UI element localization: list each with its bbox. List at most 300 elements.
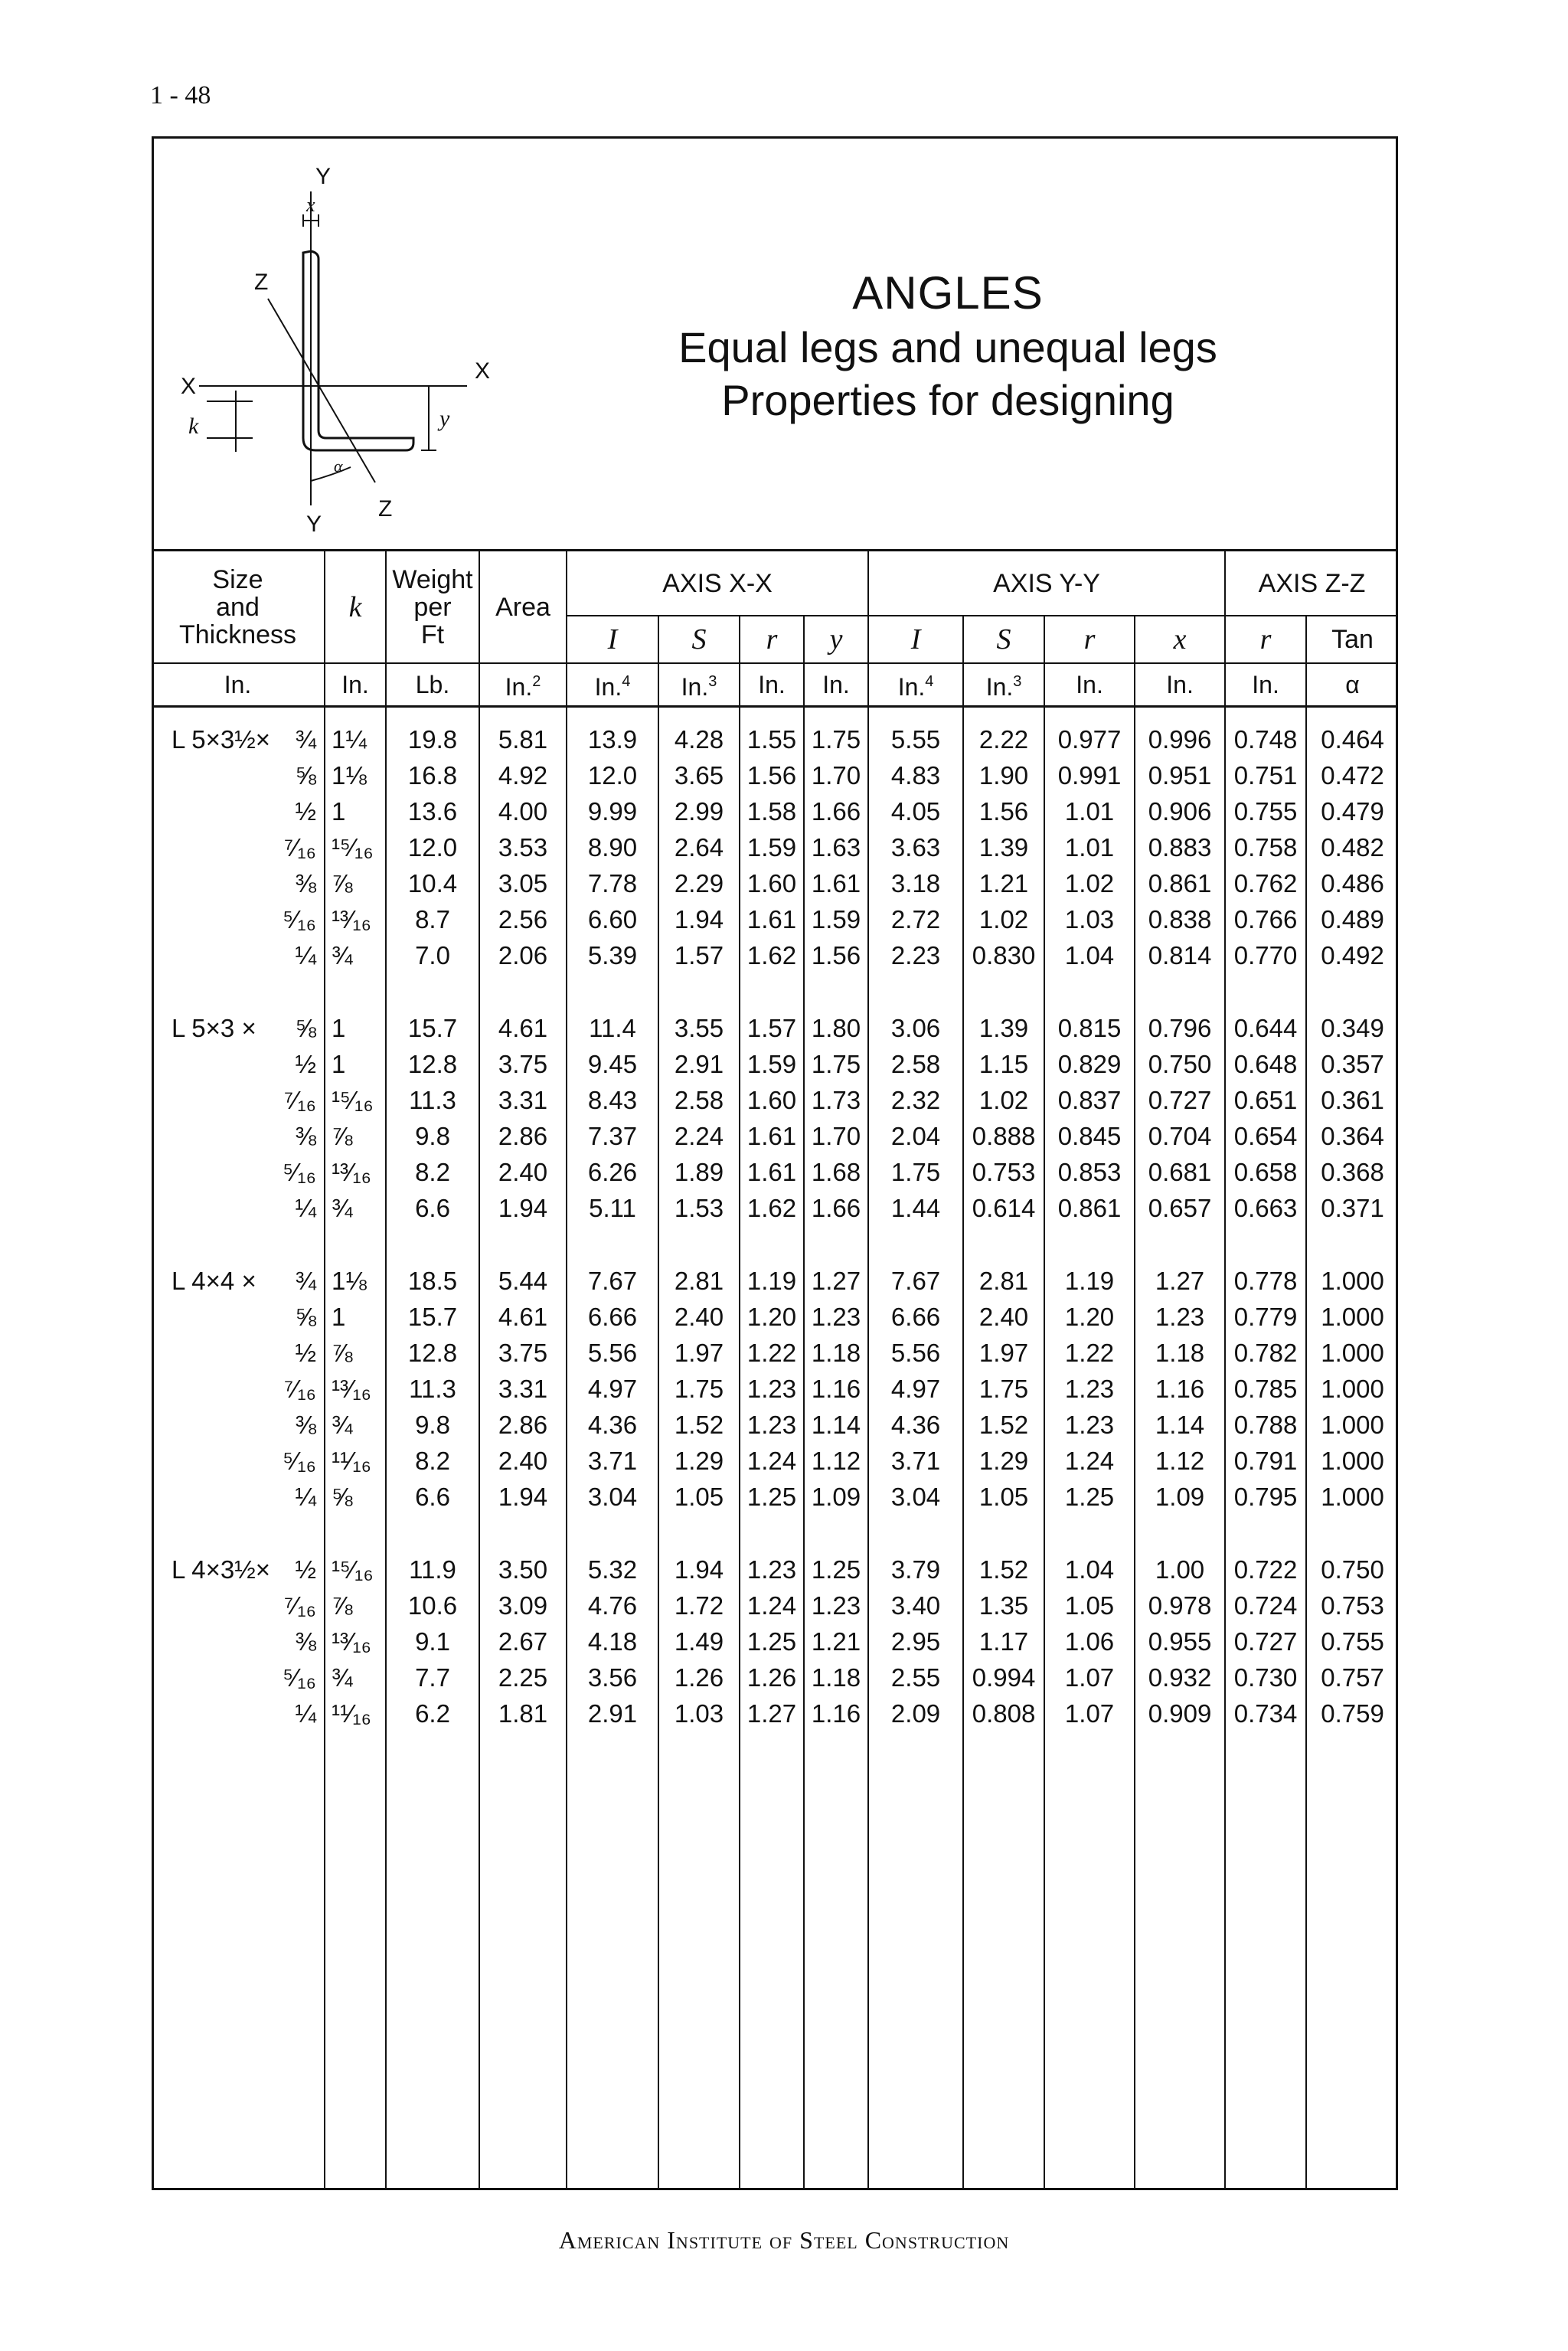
unit-k: In. — [325, 663, 386, 706]
cell-zz-r: 0.770 — [1225, 937, 1306, 973]
cell-k: 1¼ — [325, 721, 386, 757]
cell-xx-y: 1.80 — [804, 1010, 868, 1046]
header-xx-i: I — [567, 616, 658, 663]
cell-area: 1.94 — [479, 1479, 567, 1515]
label-x-small: x — [306, 194, 315, 216]
cell-tan-alpha: 1.000 — [1321, 1483, 1384, 1511]
table-row — [152, 1263, 1398, 1299]
cell-tan-alpha: 0.750 — [1321, 1555, 1384, 1584]
cell-xx-r: 1.60 — [740, 865, 804, 901]
cell-xx-y: 1.66 — [804, 1190, 868, 1226]
label-k: k — [188, 414, 199, 439]
cell-xx-s: 1.53 — [658, 1190, 740, 1226]
cell-k: ¹⁵⁄₁₆ — [325, 829, 386, 865]
cell-tan-alpha: 0.368 — [1321, 1158, 1384, 1186]
thickness-label: ¼ — [295, 1699, 316, 1728]
thickness-label: ⅜ — [295, 1122, 316, 1150]
cell-area: 2.40 — [479, 1154, 567, 1190]
cell-area: 2.86 — [479, 1407, 567, 1443]
cell-tan-alpha: 1.000 — [1321, 1375, 1384, 1403]
cell-zz-r: 0.663 — [1225, 1190, 1306, 1226]
cell-k: ¹⁵⁄₁₆ — [325, 1552, 386, 1587]
cell-size-thickness — [152, 721, 325, 757]
thickness-label: ⅜ — [295, 1411, 316, 1439]
cell-weight: 15.7 — [386, 1010, 479, 1046]
cell-xx-r: 1.55 — [740, 721, 804, 757]
cell-zz-r: 0.730 — [1225, 1659, 1306, 1695]
cell-xx-r: 1.61 — [740, 1154, 804, 1190]
cell-yy-i: 2.09 — [868, 1695, 963, 1731]
cell-tan-alpha: 1.000 — [1321, 1339, 1384, 1367]
thickness-label: ⅝ — [295, 761, 316, 790]
label-z-bottom: Z — [378, 496, 393, 522]
cell-tan-alpha: 0.759 — [1321, 1699, 1384, 1728]
cell-xx-y: 1.16 — [804, 1371, 868, 1407]
cell-tan-alpha: 1.000 — [1321, 1411, 1384, 1439]
cell-tan-alpha: 0.479 — [1321, 797, 1384, 826]
cell-weight: 9.8 — [386, 1118, 479, 1154]
cell-weight: 11.9 — [386, 1552, 479, 1587]
cell-xx-y: 1.59 — [804, 901, 868, 937]
cell-yy-r: 1.07 — [1044, 1659, 1135, 1695]
cell-weight: 8.7 — [386, 901, 479, 937]
cell-size-thickness — [152, 1407, 325, 1443]
cell-xx-i: 4.18 — [567, 1623, 658, 1659]
cell-yy-r: 1.04 — [1044, 1552, 1135, 1587]
cell-size-thickness — [152, 1443, 325, 1479]
cell-k: ¾ — [325, 1190, 386, 1226]
cell-xx-i: 4.36 — [567, 1407, 658, 1443]
table-row — [152, 901, 1398, 937]
cell-area: 3.31 — [479, 1371, 567, 1407]
cell-xx-s: 1.94 — [658, 901, 740, 937]
cell-yy-r: 0.815 — [1044, 1010, 1135, 1046]
header-yy-x: x — [1135, 616, 1225, 663]
cell-yy-r: 1.01 — [1044, 829, 1135, 865]
table-row — [152, 1659, 1398, 1695]
cell-zz-r: 0.724 — [1225, 1587, 1306, 1623]
table-row — [152, 1479, 1398, 1515]
cell-weight: 10.6 — [386, 1587, 479, 1623]
cell-area: 2.06 — [479, 937, 567, 973]
cell-xx-s: 1.89 — [658, 1154, 740, 1190]
cell-yy-i: 2.23 — [868, 937, 963, 973]
cell-area: 4.92 — [479, 757, 567, 793]
cell-yy-x: 0.750 — [1135, 1046, 1225, 1082]
cell-tan-alpha: 0.464 — [1321, 725, 1384, 754]
cell-yy-x: 0.883 — [1135, 829, 1225, 865]
cell-k: ¹¹⁄₁₆ — [325, 1695, 386, 1731]
angle-size-label: L 5×3½× — [172, 725, 271, 754]
cell-yy-r: 0.991 — [1044, 757, 1135, 793]
cell-yy-x: 0.906 — [1135, 793, 1225, 829]
thickness-label: ¾ — [295, 1267, 316, 1295]
cell-xx-s: 2.91 — [658, 1046, 740, 1082]
group-spacer — [152, 973, 1398, 1010]
cell-xx-r: 1.57 — [740, 1010, 804, 1046]
angle-group — [152, 1552, 1398, 1731]
cell-k: ¹¹⁄₁₆ — [325, 1443, 386, 1479]
cell-xx-y: 1.21 — [804, 1623, 868, 1659]
cell-yy-s: 2.81 — [963, 1263, 1044, 1299]
cell-yy-i: 2.95 — [868, 1623, 963, 1659]
table-filler — [152, 1731, 1398, 2188]
cell-yy-s: 2.40 — [963, 1299, 1044, 1335]
thickness-label: ⁵⁄₁₆ — [283, 1447, 316, 1475]
cell-weight: 11.3 — [386, 1082, 479, 1118]
cell-size-thickness — [152, 829, 325, 865]
cell-yy-s: 1.39 — [963, 1010, 1044, 1046]
cell-yy-s: 1.02 — [963, 901, 1044, 937]
cell-tan-alpha: 0.489 — [1321, 905, 1384, 934]
cell-yy-x: 1.23 — [1135, 1299, 1225, 1335]
cell-weight: 16.8 — [386, 757, 479, 793]
cell-size-thickness — [152, 793, 325, 829]
cell-k: ¾ — [325, 937, 386, 973]
cell-area: 1.81 — [479, 1695, 567, 1731]
table-row — [152, 1046, 1398, 1082]
header-axis-zz: AXIS Z-Z — [1258, 568, 1366, 598]
cell-area: 3.53 — [479, 829, 567, 865]
cell-size-thickness — [152, 757, 325, 793]
cell-weight: 8.2 — [386, 1154, 479, 1190]
cell-yy-s: 1.75 — [963, 1371, 1044, 1407]
cell-tan-alpha: 0.357 — [1321, 1050, 1384, 1078]
cell-k: ¹³⁄₁₆ — [325, 1371, 386, 1407]
label-y-top: Y — [315, 164, 332, 189]
angle-size-label: L 4×3½× — [172, 1555, 271, 1584]
cell-zz-r: 0.779 — [1225, 1299, 1306, 1335]
cell-area: 2.86 — [479, 1118, 567, 1154]
cell-yy-x: 1.27 — [1135, 1263, 1225, 1299]
header-axis-xx: AXIS X-X — [567, 551, 868, 616]
cell-xx-i: 9.99 — [567, 793, 658, 829]
cell-weight: 6.6 — [386, 1479, 479, 1515]
cell-k: ¹³⁄₁₆ — [325, 1623, 386, 1659]
cell-yy-r: 1.05 — [1044, 1587, 1135, 1623]
header-axis-yy: AXIS Y-Y — [868, 551, 1225, 616]
cell-tan-alpha: 0.492 — [1321, 941, 1384, 970]
header-yy-i: I — [868, 616, 963, 663]
cell-xx-y: 1.25 — [804, 1552, 868, 1587]
cell-yy-s: 0.888 — [963, 1118, 1044, 1154]
cell-yy-s: 2.22 — [963, 721, 1044, 757]
thickness-label: ¾ — [295, 725, 316, 754]
angle-group — [152, 1263, 1398, 1515]
cell-yy-s: 0.614 — [963, 1190, 1044, 1226]
cell-weight: 6.2 — [386, 1695, 479, 1731]
header-tan: Tan — [1306, 616, 1398, 663]
cell-zz-r: 0.748 — [1225, 721, 1306, 757]
table-row — [152, 1371, 1398, 1407]
cell-zz-r: 0.727 — [1225, 1623, 1306, 1659]
title-main: ANGLES — [852, 267, 1044, 319]
cell-k: 1 — [325, 793, 386, 829]
cell-yy-r: 1.23 — [1044, 1407, 1135, 1443]
cell-xx-s: 3.65 — [658, 757, 740, 793]
cell-size-thickness — [152, 1479, 325, 1515]
cell-xx-r: 1.60 — [740, 1082, 804, 1118]
header-yy-r: r — [1044, 616, 1135, 663]
cell-area: 2.40 — [479, 1443, 567, 1479]
cell-tan-alpha: 0.364 — [1321, 1122, 1384, 1150]
cell-yy-r: 1.01 — [1044, 793, 1135, 829]
cell-xx-r: 1.20 — [740, 1299, 804, 1335]
unit-xx-r: In. — [740, 663, 804, 706]
cell-xx-i: 5.11 — [567, 1190, 658, 1226]
cell-yy-s: 1.29 — [963, 1443, 1044, 1479]
cell-area: 4.00 — [479, 793, 567, 829]
cell-xx-i: 7.37 — [567, 1118, 658, 1154]
cell-xx-r: 1.23 — [740, 1552, 804, 1587]
cell-yy-r: 0.977 — [1044, 721, 1135, 757]
cell-size-thickness — [152, 901, 325, 937]
unit-xx-s: In.$^3$ — [658, 663, 740, 706]
cell-yy-x: 0.796 — [1135, 1010, 1225, 1046]
cell-xx-s: 1.26 — [658, 1659, 740, 1695]
thickness-label: ⁵⁄₁₆ — [283, 905, 316, 934]
cell-xx-r: 1.61 — [740, 1118, 804, 1154]
cell-area: 2.67 — [479, 1623, 567, 1659]
cell-xx-i: 4.76 — [567, 1587, 658, 1623]
cell-zz-r: 0.755 — [1225, 793, 1306, 829]
cell-yy-s: 1.02 — [963, 1082, 1044, 1118]
thickness-label: ½ — [295, 797, 316, 826]
cell-xx-s: 1.05 — [658, 1479, 740, 1515]
cell-k: ⅝ — [325, 1479, 386, 1515]
cell-size-thickness — [152, 1587, 325, 1623]
cell-xx-s: 1.57 — [658, 937, 740, 973]
cell-zz-r: 0.722 — [1225, 1552, 1306, 1587]
group-spacer — [152, 1226, 1398, 1263]
cell-xx-r: 1.25 — [740, 1479, 804, 1515]
cell-zz-r: 0.658 — [1225, 1154, 1306, 1190]
cell-xx-r: 1.24 — [740, 1443, 804, 1479]
title-description: Properties for designing — [721, 376, 1174, 424]
header-yy-s: S — [963, 616, 1044, 663]
cell-xx-r: 1.22 — [740, 1335, 804, 1371]
cell-xx-y: 1.63 — [804, 829, 868, 865]
cell-weight: 12.0 — [386, 829, 479, 865]
title-subtitle: Equal legs and unequal legs — [678, 323, 1217, 371]
cell-yy-i: 2.32 — [868, 1082, 963, 1118]
thickness-label: ½ — [295, 1050, 316, 1078]
cell-yy-x: 1.09 — [1135, 1479, 1225, 1515]
thickness-label: ¼ — [295, 941, 316, 970]
cell-xx-s: 2.58 — [658, 1082, 740, 1118]
cell-tan-alpha: 0.371 — [1321, 1194, 1384, 1222]
cell-xx-y: 1.70 — [804, 757, 868, 793]
cell-weight: 9.8 — [386, 1407, 479, 1443]
cell-size-thickness — [152, 1695, 325, 1731]
table-row — [152, 829, 1398, 865]
cell-yy-i: 5.56 — [868, 1335, 963, 1371]
cell-area: 5.44 — [479, 1263, 567, 1299]
cell-yy-i: 2.72 — [868, 901, 963, 937]
cell-xx-i: 5.32 — [567, 1552, 658, 1587]
cell-yy-i: 2.04 — [868, 1118, 963, 1154]
cell-xx-s: 2.64 — [658, 829, 740, 865]
table-row — [152, 1010, 1398, 1046]
thickness-label: ⅜ — [295, 869, 316, 898]
cell-zz-r: 0.758 — [1225, 829, 1306, 865]
table-row — [152, 1118, 1398, 1154]
cell-area: 2.25 — [479, 1659, 567, 1695]
table-row — [152, 1623, 1398, 1659]
group-spacer — [152, 1515, 1398, 1552]
cell-weight: 7.7 — [386, 1659, 479, 1695]
cell-weight: 12.8 — [386, 1335, 479, 1371]
cell-k: ¾ — [325, 1407, 386, 1443]
thickness-label: ½ — [295, 1555, 316, 1584]
cell-yy-i: 3.06 — [868, 1010, 963, 1046]
cell-tan-alpha: 0.472 — [1321, 761, 1384, 790]
cell-weight: 8.2 — [386, 1443, 479, 1479]
cell-size-thickness — [152, 1299, 325, 1335]
cell-yy-i: 7.67 — [868, 1263, 963, 1299]
cell-xx-y: 1.23 — [804, 1587, 868, 1623]
cell-xx-s: 1.94 — [658, 1552, 740, 1587]
cell-yy-x: 0.909 — [1135, 1695, 1225, 1731]
cell-area: 4.61 — [479, 1010, 567, 1046]
cell-xx-s: 1.03 — [658, 1695, 740, 1731]
cell-yy-x: 1.00 — [1135, 1552, 1225, 1587]
thickness-label: ⁷⁄₁₆ — [284, 1591, 316, 1620]
cell-xx-r: 1.61 — [740, 901, 804, 937]
cell-xx-y: 1.18 — [804, 1659, 868, 1695]
cell-xx-s: 1.29 — [658, 1443, 740, 1479]
cell-xx-y: 1.75 — [804, 1046, 868, 1082]
unit-size: In. — [152, 663, 325, 706]
cell-zz-r: 0.651 — [1225, 1082, 1306, 1118]
cell-zz-r: 0.788 — [1225, 1407, 1306, 1443]
cell-weight: 6.6 — [386, 1190, 479, 1226]
cell-yy-x: 1.14 — [1135, 1407, 1225, 1443]
cell-k: ¹³⁄₁₆ — [325, 1154, 386, 1190]
cell-xx-y: 1.27 — [804, 1263, 868, 1299]
cell-xx-y: 1.61 — [804, 865, 868, 901]
cell-yy-i: 3.71 — [868, 1443, 963, 1479]
cell-zz-r: 0.644 — [1225, 1010, 1306, 1046]
cell-xx-i: 13.9 — [567, 721, 658, 757]
cell-k: ¾ — [325, 1659, 386, 1695]
cell-k: 1⅛ — [325, 1263, 386, 1299]
table-row — [152, 1299, 1398, 1335]
cell-size-thickness — [152, 1623, 325, 1659]
cell-yy-r: 0.861 — [1044, 1190, 1135, 1226]
table-row — [152, 1190, 1398, 1226]
cell-area: 3.09 — [479, 1587, 567, 1623]
cell-xx-s: 4.28 — [658, 721, 740, 757]
cell-area: 3.31 — [479, 1082, 567, 1118]
cell-xx-i: 7.78 — [567, 865, 658, 901]
cell-yy-x: 0.951 — [1135, 757, 1225, 793]
cell-yy-i: 1.75 — [868, 1154, 963, 1190]
cell-weight: 10.4 — [386, 865, 479, 901]
thickness-label: ⁷⁄₁₆ — [284, 1375, 316, 1403]
cell-yy-x: 0.838 — [1135, 901, 1225, 937]
cell-size-thickness — [152, 1190, 325, 1226]
cell-yy-s: 1.17 — [963, 1623, 1044, 1659]
cell-zz-r: 0.762 — [1225, 865, 1306, 901]
unit-area: In.$^2$ — [479, 663, 567, 706]
cell-k: ⅞ — [325, 865, 386, 901]
page-number: 1 - 48 — [150, 81, 211, 110]
cell-yy-i: 5.55 — [868, 721, 963, 757]
cell-zz-r: 0.778 — [1225, 1263, 1306, 1299]
cell-tan-alpha: 0.482 — [1321, 833, 1384, 862]
table-row — [152, 1335, 1398, 1371]
angle-group — [152, 721, 1398, 973]
cell-size-thickness — [152, 1371, 325, 1407]
cell-yy-x: 0.704 — [1135, 1118, 1225, 1154]
cell-yy-i: 3.79 — [868, 1552, 963, 1587]
cell-xx-y: 1.14 — [804, 1407, 868, 1443]
table-row — [152, 1695, 1398, 1731]
cell-xx-i: 4.97 — [567, 1371, 658, 1407]
cell-yy-s: 1.56 — [963, 793, 1044, 829]
cell-xx-r: 1.62 — [740, 1190, 804, 1226]
cell-yy-r: 1.22 — [1044, 1335, 1135, 1371]
cell-yy-s: 0.830 — [963, 937, 1044, 973]
cell-yy-x: 0.978 — [1135, 1587, 1225, 1623]
cell-yy-r: 0.829 — [1044, 1046, 1135, 1082]
cell-yy-s: 1.35 — [963, 1587, 1044, 1623]
cell-yy-s: 1.39 — [963, 829, 1044, 865]
cell-tan-alpha: 0.753 — [1321, 1591, 1384, 1620]
cell-yy-i: 2.58 — [868, 1046, 963, 1082]
cell-xx-r: 1.62 — [740, 937, 804, 973]
cell-weight: 13.6 — [386, 793, 479, 829]
cell-k: ¹⁵⁄₁₆ — [325, 1082, 386, 1118]
header-k: k — [325, 551, 386, 663]
header-weight: Weight per Ft — [386, 551, 479, 663]
cell-xx-i: 3.56 — [567, 1659, 658, 1695]
cell-xx-r: 1.27 — [740, 1695, 804, 1731]
cell-yy-r: 1.23 — [1044, 1371, 1135, 1407]
cell-xx-s: 2.40 — [658, 1299, 740, 1335]
cell-xx-i: 3.71 — [567, 1443, 658, 1479]
cell-size-thickness — [152, 1046, 325, 1082]
cell-xx-s: 2.99 — [658, 793, 740, 829]
cell-xx-i: 2.91 — [567, 1695, 658, 1731]
cell-xx-r: 1.58 — [740, 793, 804, 829]
cell-yy-s: 0.753 — [963, 1154, 1044, 1190]
label-x-left: X — [181, 374, 197, 399]
cell-zz-r: 0.785 — [1225, 1371, 1306, 1407]
cell-yy-r: 0.853 — [1044, 1154, 1135, 1190]
cell-xx-y: 1.68 — [804, 1154, 868, 1190]
cell-tan-alpha: 1.000 — [1321, 1447, 1384, 1475]
cell-weight: 18.5 — [386, 1263, 479, 1299]
cell-size-thickness — [152, 1010, 325, 1046]
cell-zz-r: 0.751 — [1225, 757, 1306, 793]
cell-k: 1⅛ — [325, 757, 386, 793]
cell-yy-x: 0.996 — [1135, 721, 1225, 757]
cell-yy-x: 0.681 — [1135, 1154, 1225, 1190]
cell-yy-s: 1.15 — [963, 1046, 1044, 1082]
cell-area: 3.05 — [479, 865, 567, 901]
header-xx-s: S — [658, 616, 740, 663]
cell-yy-i: 1.44 — [868, 1190, 963, 1226]
table-row — [152, 1587, 1398, 1623]
cell-yy-x: 1.12 — [1135, 1443, 1225, 1479]
header-size: Size and Thickness — [152, 551, 325, 663]
cell-yy-r: 1.03 — [1044, 901, 1135, 937]
cell-xx-r: 1.23 — [740, 1407, 804, 1443]
cell-zz-r: 0.782 — [1225, 1335, 1306, 1371]
angle-size-label: L 5×3 × — [172, 1014, 256, 1042]
